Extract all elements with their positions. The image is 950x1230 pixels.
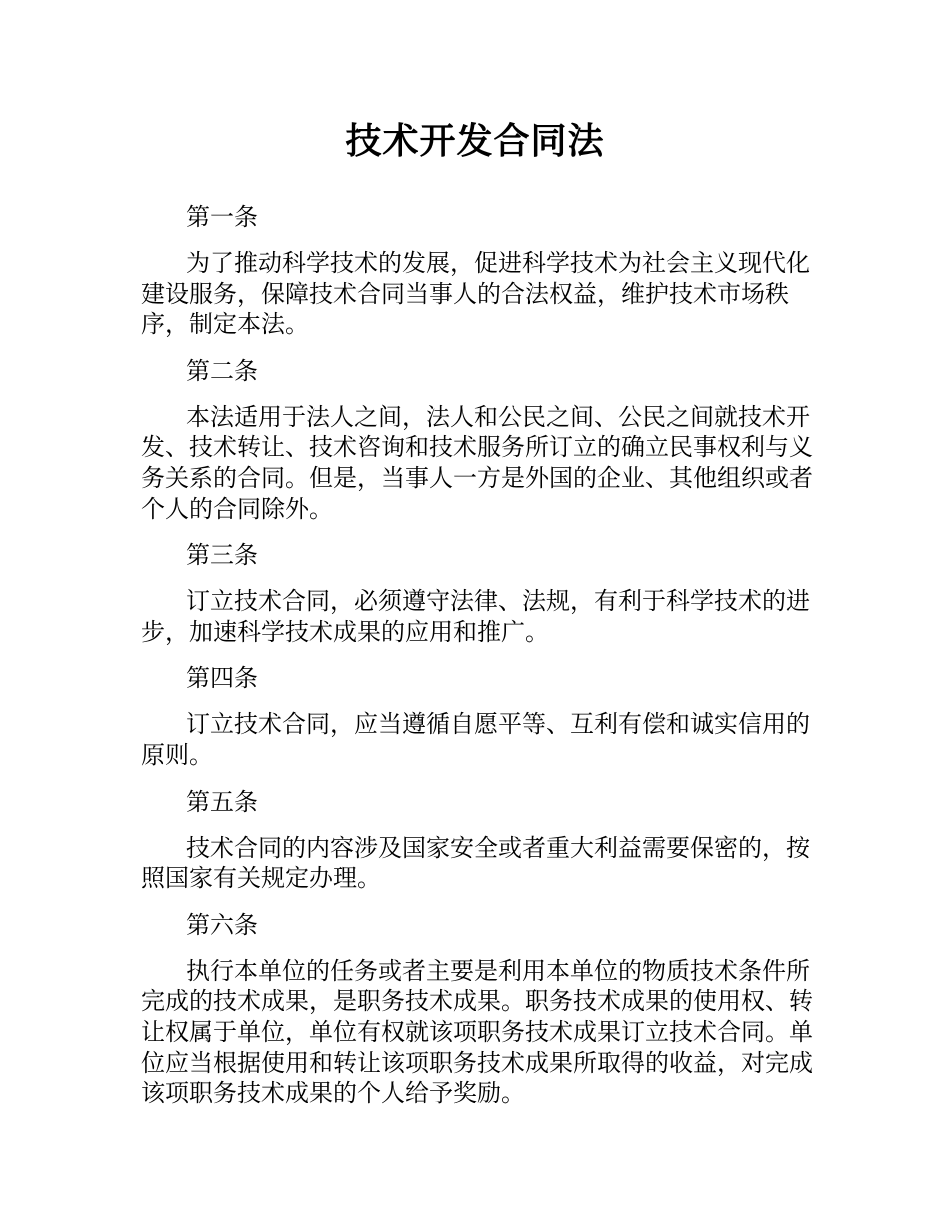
article-heading: 第六条 [186, 910, 258, 939]
article-2 [141, 354, 817, 524]
document-title: 技术开发合同法 [345, 121, 605, 162]
article-heading: 第五条 [186, 787, 258, 816]
article-text: 订立技术合同，必须遵守法律、法规，有利于科学技术的进步，加速科学技术成果的应用和推广。 [141, 587, 810, 646]
article-heading: 第三条 [186, 541, 258, 570]
article-6 [141, 908, 817, 1109]
article-text: 执行本单位的任务或者主要是利用本单位的物质技术条件所完成的技术成果，是职务技术成果。职务技术成果的使用权、转让权属于单位，单位有权就该项职务技术成果订立技术合同。单位应当根据使用和转让该项职务技术成果所取得的收益，对完成该项职务技术成果的个人给予奖励。 [141, 956, 813, 1108]
article-1 [141, 200, 817, 340]
article-text: 技术合同的内容涉及国家安全或者重大利益需要保密的，按照国家有关规定办理。 [141, 833, 810, 893]
article-text: 订立技术合同，应当遵循自愿平等、互利有偿和诚实信用的原则。 [141, 710, 810, 769]
article-3 [141, 538, 817, 647]
article-5 [141, 785, 817, 894]
article-text: 为了推动科学技术的发展，促进科学技术为社会主义现代化建设服务，保障技术合同当事人的合法权益，维护技术市场秩序，制定本法。 [141, 249, 810, 339]
article-4 [141, 661, 817, 770]
article-heading: 第四条 [186, 664, 258, 693]
article-heading: 第一条 [186, 203, 258, 231]
article-text: 本法适用于法人之间，法人和公民之间、公民之间就技术开发、技术转让、技术咨询和技术服务所订立的确立民事权利与义务关系的合同。但是，当事人一方是外国的企业、其他组织或者个人的合同除外。 [141, 402, 813, 523]
article-heading: 第二条 [186, 356, 258, 385]
document-body [141, 200, 817, 1123]
